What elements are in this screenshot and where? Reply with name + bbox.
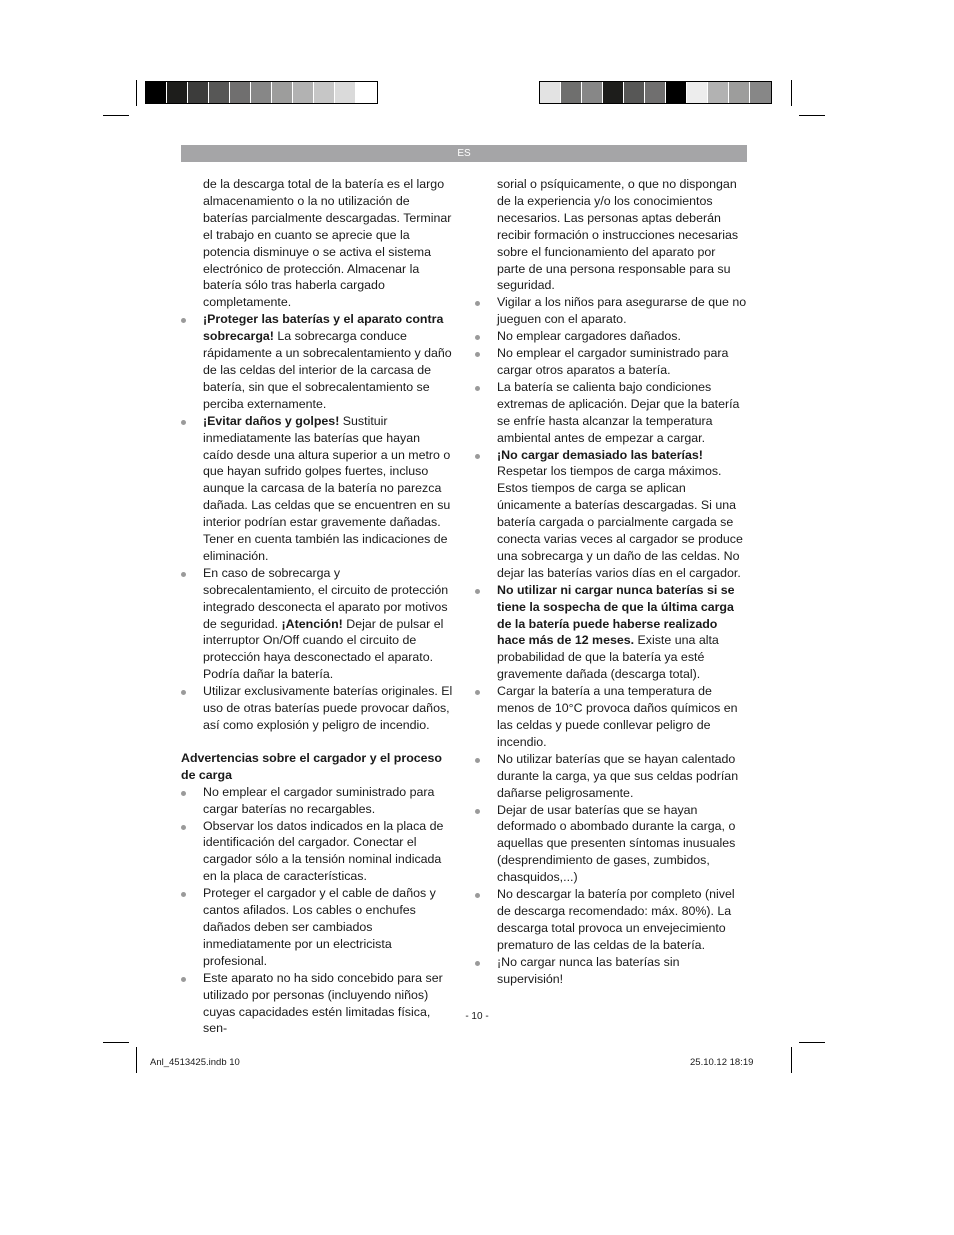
color-swatch	[230, 82, 251, 103]
color-swatch	[209, 82, 230, 103]
continued-paragraph: de la descarga total de la batería es el largo almacenamiento o la no utilización de baterías parcialmente descargadas. Terminar el trabajo en cuanto se aprecie que la potencia disminuye o se activa el sistema electrónico de protección. Almacenar la batería sólo tras haberla cargado completamente.	[203, 177, 452, 310]
list-item: ¡No cargar demasiado las baterías! Respetar los tiempos de carga máximos. Estos tiempos de carga se aplican únicamente a baterías descargadas. Si una batería cargada o parcialmente cargada se conecta varias veces al cargador se produce una sobrecarga y un daño de las celdas. No dejar las baterías varios días en el cargador.	[475, 447, 747, 582]
list-item: ¡Evitar daños y golpes! Sustituir inmediatamente las baterías que hayan caído desde una altura superior a un metro o que hayan sufrido golpes fuertes, incluso aunque la carcasa de la batería no parezca dañada. Las celdas que se encuentren en su interior podrían estar gravemente dañadas. Tener en cuenta también las indicaciones de eliminación.	[181, 413, 453, 565]
color-swatch	[603, 82, 624, 103]
color-swatch	[729, 82, 750, 103]
bullet-icon	[475, 301, 480, 306]
bullet-icon	[475, 454, 480, 459]
language-header-bar	[181, 145, 747, 162]
crop-mark	[799, 1042, 825, 1043]
list-item: Cargar la batería a una temperatura de menos de 10°C provoca daños químicos en las celdas y puede conllevar peligro de incendio.	[475, 683, 747, 751]
crop-mark	[103, 115, 129, 116]
section-heading: Advertencias sobre el cargador y el proceso de carga	[181, 750, 443, 782]
left-column	[181, 176, 453, 1037]
color-swatch	[314, 82, 335, 103]
list-item: Proteger el cargador y el cable de daños y cantos afilados. Los cables o enchufes dañados deben ser cambiados inmediatamente por un electricista profesional.	[181, 885, 453, 970]
color-swatch	[645, 82, 666, 103]
color-calibration-bar-right	[539, 81, 772, 104]
list-item: Vigilar a los niños para asegurarse de que no jueguen con el aparato.	[475, 294, 747, 328]
color-swatch	[356, 82, 377, 103]
bullet-icon	[475, 893, 480, 898]
list-item: ¡Proteger las baterías y el aparato contra sobrecarga! La sobrecarga conduce rápidamente a un sobrecalentamiento y daño de las celdas del interior de la carcasa de batería, sin que el sobrecalentamiento se perciba externamente.	[181, 311, 453, 412]
bullet-icon	[181, 690, 186, 695]
color-swatch	[687, 82, 708, 103]
list-item: En caso de sobrecarga y sobrecalentamiento, el circuito de protección integrado desconecta el aparato por motivos de seguridad. ¡Atención! Dejar de pulsar el interruptor On/Off cuando el circuito de protección haya desconectado el aparato. Podría dañar la batería.	[181, 565, 453, 683]
crop-mark	[136, 1047, 137, 1073]
list-item: Utilizar exclusivamente baterías originales. El uso de otras baterías puede provocar daños, así como explosión y peligro de incendio.	[181, 683, 453, 734]
bullet-icon	[475, 758, 480, 763]
list-item: No emplear el cargador suministrado para cargar baterías no recargables.	[181, 784, 453, 818]
bullet-icon	[475, 589, 480, 594]
color-swatch	[188, 82, 209, 103]
bullet-icon	[181, 318, 186, 323]
color-swatch	[561, 82, 582, 103]
file-name: Anl_4513425.indb 10	[150, 1057, 240, 1068]
bullet-icon	[475, 386, 480, 391]
list-item: No emplear el cargador suministrado para cargar otros aparatos a batería.	[475, 345, 747, 379]
color-swatch	[750, 82, 771, 103]
color-swatch	[272, 82, 293, 103]
bullet-icon	[181, 977, 186, 982]
bullet-icon	[181, 791, 186, 796]
right-column	[475, 176, 747, 988]
bullet-icon	[181, 572, 186, 577]
page-number: - 10 -	[465, 1011, 489, 1022]
color-swatch	[540, 82, 561, 103]
list-item: No utilizar baterías que se hayan calentado durante la carga, ya que sus celdas podrían dañarse peligrosamente.	[475, 751, 747, 802]
color-swatch	[146, 82, 167, 103]
crop-mark	[103, 1042, 129, 1043]
bullet-icon	[181, 892, 186, 897]
color-swatch	[708, 82, 729, 103]
list-item: Dejar de usar baterías que se hayan deformado o abombado durante la carga, o aquellas que presenten síntomas inusuales (desprendimiento de gases, zumbidos, chasquidos,...)	[475, 802, 747, 887]
color-swatch	[666, 82, 687, 103]
color-calibration-bar-left	[145, 81, 378, 104]
bullet-icon	[181, 825, 186, 830]
color-swatch	[167, 82, 188, 103]
bullet-icon	[475, 352, 480, 357]
color-swatch	[251, 82, 272, 103]
crop-mark	[791, 80, 792, 106]
list-item: No utilizar ni cargar nunca baterías si se tiene la sospecha de que la última carga de la batería puede haberse realizado hace más de 12 meses. Existe una alta probabilidad de que la batería ya esté gravemente dañada (descarga total).	[475, 582, 747, 683]
bullet-icon	[475, 961, 480, 966]
list-item: No emplear cargadores dañados.	[475, 328, 747, 345]
crop-mark	[136, 80, 137, 106]
language-label: ES	[457, 148, 471, 159]
list-item: Observar los datos indicados en la placa de identificación del cargador. Conectar el cargador sólo a la tensión nominal indicada en la placa de características.	[181, 818, 453, 886]
bullet-icon	[475, 335, 480, 340]
list-item: Este aparato no ha sido concebido para ser utilizado por personas (incluyendo niños) cuyas capacidades estén limitadas física, sen-	[181, 970, 453, 1038]
crop-mark	[799, 115, 825, 116]
bullet-icon	[181, 420, 186, 425]
list-item: La batería se calienta bajo condiciones extremas de aplicación. Dejar que la batería se enfríe hasta alcanzar la temperatura ambiental antes de empezar a cargar.	[475, 379, 747, 447]
bullet-icon	[475, 690, 480, 695]
list-item: No descargar la batería por completo (nivel de descarga recomendado: máx. 80%). La descarga total provoca un envejecimiento prematuro de las celdas de la batería.	[475, 886, 747, 954]
color-swatch	[335, 82, 356, 103]
crop-mark	[791, 1047, 792, 1073]
color-swatch	[624, 82, 645, 103]
color-swatch	[582, 82, 603, 103]
bullet-icon	[475, 809, 480, 814]
list-item: ¡No cargar nunca las baterías sin supervisión!	[475, 954, 747, 988]
print-timestamp: 25.10.12 18:19	[690, 1057, 754, 1068]
continued-paragraph: sorial o psíquicamente, o que no dispongan de la experiencia y/o los conocimientos necesarios. Las personas aptas deberán recibir formación o instrucciones necesarias sobre el funcionamiento del aparato por parte de una persona responsable para su seguridad.	[497, 177, 739, 293]
color-swatch	[293, 82, 314, 103]
